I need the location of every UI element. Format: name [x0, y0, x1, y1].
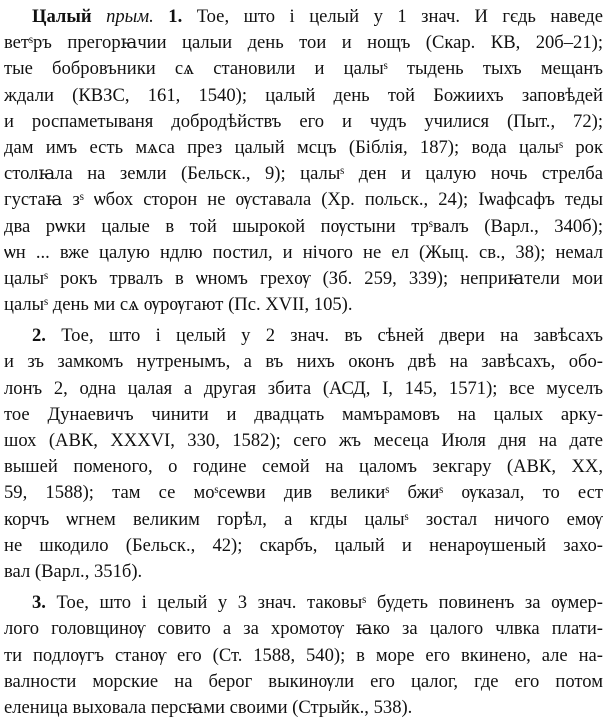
line-text: Тое, што і целый у 1 знач. И гєдь наведе	[182, 6, 603, 27]
entry-line: вал (Варл., 351б).	[4, 560, 143, 582]
entry-line: лонъ 2, одна цалая а другая збита (АСД, I, 145, 1571); все муселъ	[4, 377, 603, 399]
entry-line: дам имъ есть мѧса през цалый мсцъ (Біблія, 187); вода цалыˢ рок	[4, 136, 603, 158]
dictionary-entry	[4, 4, 603, 721]
entry-line: ветˢръ прегорꙗчии цалыи день тои и нощъ (Скар. КВ, 20б–21);	[4, 32, 603, 54]
entry-line: два рѡки цалые в той шырокой пѹстыни трˢвалъ (Варл., 340б);	[4, 215, 603, 237]
headword: Цалый	[32, 6, 92, 27]
entry-line: цалыˢ день ми сѧ ѹрѹгают (Пс. XVII, 105).	[4, 294, 353, 316]
line-text: Тое, што і целый у 3 знач. таковыˢ будеть повиненъ за ѹмер-	[45, 592, 603, 614]
entry-line: и зъ замкомъ нутренымъ, а въ нихъ оконъ двѣ на завѣсахъ, обо-	[4, 351, 603, 373]
entry-line: и роспаметываня добродѣйствъ его и чудъ училися (Пыт., 72);	[4, 110, 603, 132]
sense-3	[4, 590, 603, 721]
entry-line	[4, 590, 603, 616]
sense-number: 1.	[168, 6, 183, 27]
entry-line	[4, 4, 603, 30]
entry-line: вышей поменого, о године семой на цаломъ зекгару (АВК, XX,	[4, 456, 603, 478]
entry-line: лого головщинѹ совито а за хромотѹ ꙗко за цалого члвка плати-	[4, 618, 603, 640]
entry-line: еленица выховала персꙗми своими (Стрыйк., 538).	[4, 696, 413, 718]
part-of-speech: прым.	[106, 6, 154, 27]
entry-line: шох (АВК, XXXVI, 330, 1582); сего жъ месеца Июля дня на дате	[4, 430, 603, 451]
sense-1	[4, 4, 603, 318]
entry-line: столꙗла на земли (Бельск., 9); цалыˢ ден и цалую ночь стрелба	[4, 163, 603, 185]
entry-line	[4, 323, 603, 349]
entry-line: густаꙗ зˢ ѡбох сторон не ѹставала (Хр. польск., 24); Ιѡафсафъ теды	[4, 189, 603, 211]
line-text: Тое, што і целый у 2 знач. въ сѣней двери на завѣсахъ	[45, 325, 603, 347]
entry-line: ти подлѹгъ станѹ его (Ст. 1588, 540); в море его вкинено, але на-	[4, 644, 603, 666]
entry-line: не шкодило (Бельск., 42); скарбъ, цалый и ненарѹшеный захо-	[4, 534, 603, 556]
sense-2	[4, 323, 603, 585]
entry-line: цалыˢ рокъ трвалъ в ѡномъ грехѹ (Зб. 259, 339); неприꙗтели мои	[4, 267, 603, 289]
sense-number: 2.	[32, 325, 46, 347]
sense-number: 3.	[32, 592, 46, 614]
entry-line: корчъ ѡгнем великим горѣл, а кгды цалыˢ зостал ничого емѹ	[4, 508, 603, 530]
entry-line: ждали (КВЗС, 161, 1540); цалый день той Божиихъ заповѣдей	[4, 84, 603, 106]
entry-line: валности морские на берог выкинѹли его цалог, где его потом	[4, 670, 603, 692]
entry-line: 59, 1588); там се моˢсеѡви див великиˢ бжиˢ ѹказал, то ест	[4, 482, 603, 504]
entry-line: ѡн ... вже цалую ндлю постил, и нічого не ел (Жыц. св., 38); немал	[4, 241, 603, 263]
entry-line: тое Дунаевичъ чинити и двадцать мамърамовъ на цалых аркy-	[4, 403, 603, 425]
entry-line: тые бобровъники сѧ становили и цалыˢ тыдень тыхъ мещанъ	[4, 58, 603, 80]
